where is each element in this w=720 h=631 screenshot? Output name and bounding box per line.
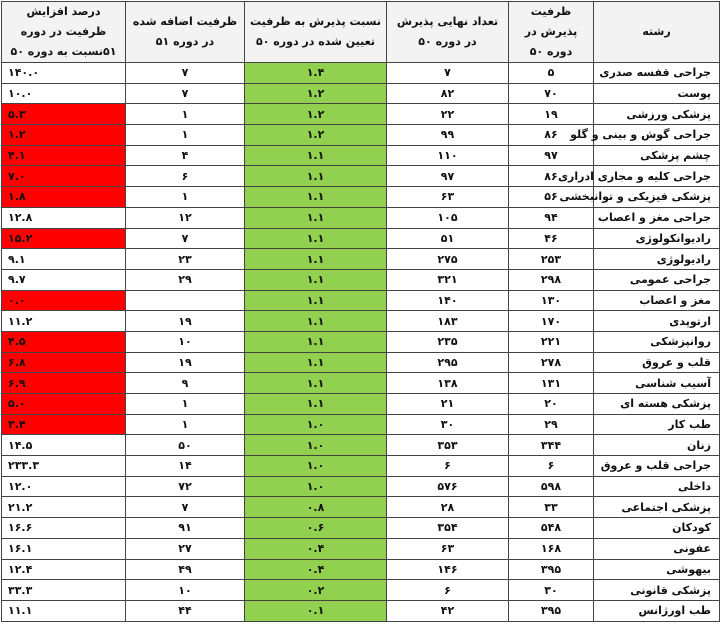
cell-admission-ratio: ۱.۱ — [245, 166, 387, 187]
cell-added-capacity-51: ۹۱ — [126, 518, 245, 539]
cell-final-admission-50: ۱۴۰ — [387, 290, 509, 311]
cell-increase-percent: ۱۱.۲ — [2, 311, 126, 332]
cell-increase-percent: ۴.۱ — [2, 145, 126, 166]
cell-capacity-50: ۶ — [509, 456, 594, 477]
cell-increase-percent: ۱.۸ — [2, 187, 126, 208]
cell-capacity-50: ۴۶ — [509, 228, 594, 249]
cell-admission-ratio: ۱.۱ — [245, 331, 387, 352]
cell-added-capacity-51: ۷ — [126, 228, 245, 249]
cell-added-capacity-51: ۴۴ — [126, 600, 245, 621]
cell-capacity-50: ۸۶ — [509, 166, 594, 187]
cell-admission-ratio: ۰.۶ — [245, 518, 387, 539]
cell-increase-percent: ۹.۱ — [2, 249, 126, 270]
header-admission-ratio-50: نسبت پذیرش به ظرفیت تعیین شده در دوره ۵۰ — [245, 2, 387, 63]
cell-capacity-50: ۲۷۸ — [509, 352, 594, 373]
table-row — [2, 249, 720, 270]
cell-field-name: پزشکی فیزیکی و توانبخشی — [594, 187, 720, 208]
cell-increase-percent: ۵.۰ — [2, 394, 126, 415]
cell-field-name: جراحی کلیه و مجاری ادراری — [594, 166, 720, 187]
cell-added-capacity-51: ۱۰ — [126, 331, 245, 352]
cell-increase-percent: ۱۴.۵ — [2, 435, 126, 456]
cell-final-admission-50: ۹۷ — [387, 166, 509, 187]
cell-admission-ratio: ۱.۲ — [245, 125, 387, 146]
cell-admission-ratio: ۱.۱ — [245, 269, 387, 290]
cell-admission-ratio: ۱.۱ — [245, 145, 387, 166]
cell-capacity-50: ۳۹۵ — [509, 600, 594, 621]
cell-added-capacity-51: ۱۲ — [126, 207, 245, 228]
cell-increase-percent: ۱۱.۱ — [2, 600, 126, 621]
cell-increase-percent: ۶.۹ — [2, 373, 126, 394]
cell-final-admission-50: ۳۵۳ — [387, 435, 509, 456]
table-row — [2, 331, 720, 352]
cell-field-name: جراحی مغز و اعصاب — [594, 207, 720, 228]
cell-admission-ratio: ۱.۱ — [245, 373, 387, 394]
cell-capacity-50: ۳۹۵ — [509, 559, 594, 580]
cell-added-capacity-51 — [126, 290, 245, 311]
table-row — [2, 207, 720, 228]
cell-capacity-50: ۱۹ — [509, 104, 594, 125]
cell-increase-percent: ۲۱.۲ — [2, 497, 126, 518]
cell-admission-ratio: ۱.۰ — [245, 435, 387, 456]
cell-capacity-50: ۳۰ — [509, 580, 594, 601]
cell-capacity-50: ۱۳۰ — [509, 290, 594, 311]
cell-capacity-50: ۲۹ — [509, 414, 594, 435]
cell-added-capacity-51: ۹ — [126, 373, 245, 394]
header-final-admission-50: تعداد نهایی پذیرش در دوره ۵۰ — [387, 2, 509, 63]
cell-capacity-50: ۱۶۸ — [509, 538, 594, 559]
cell-field-name: پزشکی هسته ای — [594, 394, 720, 415]
cell-added-capacity-51: ۱۰ — [126, 580, 245, 601]
table-row — [2, 538, 720, 559]
cell-increase-percent: ۲۳۳.۳ — [2, 456, 126, 477]
cell-admission-ratio: ۱.۰ — [245, 476, 387, 497]
cell-added-capacity-51: ۲۷ — [126, 538, 245, 559]
cell-capacity-50: ۵۹۸ — [509, 476, 594, 497]
cell-added-capacity-51: ۴۹ — [126, 559, 245, 580]
table-row — [2, 290, 720, 311]
table-row — [2, 187, 720, 208]
cell-field-name: طب کار — [594, 414, 720, 435]
cell-added-capacity-51: ۷ — [126, 497, 245, 518]
cell-capacity-50: ۷۰ — [509, 83, 594, 104]
cell-admission-ratio: ۰.۱ — [245, 600, 387, 621]
cell-increase-percent: ۱۶.۶ — [2, 518, 126, 539]
table-row — [2, 269, 720, 290]
cell-increase-percent: ۳۳.۳ — [2, 580, 126, 601]
header-row — [2, 2, 720, 63]
cell-increase-percent: ۱۲.۰ — [2, 476, 126, 497]
cell-capacity-50: ۳۳ — [509, 497, 594, 518]
table-row — [2, 414, 720, 435]
table-row — [2, 352, 720, 373]
table-row — [2, 476, 720, 497]
cell-final-admission-50: ۲۳۵ — [387, 331, 509, 352]
cell-capacity-50: ۲۹۸ — [509, 269, 594, 290]
cell-added-capacity-51: ۱ — [126, 187, 245, 208]
table-row — [2, 166, 720, 187]
table-row — [2, 497, 720, 518]
cell-admission-ratio: ۱.۲ — [245, 104, 387, 125]
table-row — [2, 518, 720, 539]
cell-added-capacity-51: ۱۴ — [126, 456, 245, 477]
cell-final-admission-50: ۶ — [387, 580, 509, 601]
cell-field-name: پزشکی قانونی — [594, 580, 720, 601]
cell-added-capacity-51: ۱۹ — [126, 311, 245, 332]
cell-capacity-50: ۵۴۸ — [509, 518, 594, 539]
cell-field-name: پوست — [594, 83, 720, 104]
cell-added-capacity-51: ۱۹ — [126, 352, 245, 373]
cell-final-admission-50: ۶۳ — [387, 187, 509, 208]
cell-increase-percent: ۱.۲ — [2, 125, 126, 146]
table-row — [2, 373, 720, 394]
cell-increase-percent: ۵.۳ — [2, 104, 126, 125]
cell-admission-ratio: ۱.۱ — [245, 290, 387, 311]
cell-final-admission-50: ۱۰۵ — [387, 207, 509, 228]
cell-field-name: جراحی گوش و بینی و گلو — [594, 125, 720, 146]
cell-final-admission-50: ۸۲ — [387, 83, 509, 104]
cell-admission-ratio: ۰.۴ — [245, 559, 387, 580]
cell-capacity-50: ۱۳۱ — [509, 373, 594, 394]
header-capacity-50: ظرفیت پذیرش در دوره ۵۰ — [509, 2, 594, 63]
cell-admission-ratio: ۰.۲ — [245, 580, 387, 601]
cell-field-name: رادیولوژی — [594, 249, 720, 270]
cell-added-capacity-51: ۲۹ — [126, 269, 245, 290]
cell-increase-percent: ۱۰.۰ — [2, 83, 126, 104]
cell-increase-percent: ۱۲.۸ — [2, 207, 126, 228]
cell-admission-ratio: ۱.۱ — [245, 187, 387, 208]
cell-field-name: آسیب شناسی — [594, 373, 720, 394]
cell-capacity-50: ۵ — [509, 63, 594, 84]
cell-increase-percent: ۶.۸ — [2, 352, 126, 373]
cell-final-admission-50: ۲۷۵ — [387, 249, 509, 270]
cell-admission-ratio: ۱.۱ — [245, 249, 387, 270]
cell-field-name: مغز و اعصاب — [594, 290, 720, 311]
cell-field-name: رادیوانکولوژی — [594, 228, 720, 249]
table-row — [2, 63, 720, 84]
cell-capacity-50: ۸۶ — [509, 125, 594, 146]
cell-increase-percent: ۴.۵ — [2, 331, 126, 352]
header-increase-percent-51: درصد افزایش ظرفیت در دوره ۵۱نسبت به دوره ۵۰ — [2, 2, 126, 63]
cell-added-capacity-51: ۵۰ — [126, 435, 245, 456]
cell-field-name: کودکان — [594, 518, 720, 539]
cell-capacity-50: ۱۷۰ — [509, 311, 594, 332]
table-row — [2, 456, 720, 477]
table-row — [2, 125, 720, 146]
cell-field-name: جراحی عمومی — [594, 269, 720, 290]
cell-field-name: داخلی — [594, 476, 720, 497]
cell-final-admission-50: ۱۴۶ — [387, 559, 509, 580]
cell-final-admission-50: ۳۵۴ — [387, 518, 509, 539]
cell-admission-ratio: ۱.۱ — [245, 394, 387, 415]
cell-field-name: بیهوشی — [594, 559, 720, 580]
table-row — [2, 228, 720, 249]
cell-added-capacity-51: ۴ — [126, 145, 245, 166]
cell-admission-ratio: ۱.۰ — [245, 414, 387, 435]
cell-capacity-50: ۳۴۴ — [509, 435, 594, 456]
cell-added-capacity-51: ۱ — [126, 125, 245, 146]
cell-added-capacity-51: ۷ — [126, 83, 245, 104]
cell-final-admission-50: ۱۳۸ — [387, 373, 509, 394]
table-body — [2, 63, 720, 622]
cell-added-capacity-51: ۷ — [126, 63, 245, 84]
cell-field-name: قلب و عروق — [594, 352, 720, 373]
cell-final-admission-50: ۷ — [387, 63, 509, 84]
cell-added-capacity-51: ۲۳ — [126, 249, 245, 270]
header-field: رشته — [594, 2, 720, 63]
cell-field-name: پزشکی ورزشی — [594, 104, 720, 125]
cell-admission-ratio: ۱.۱ — [245, 311, 387, 332]
cell-final-admission-50: ۲۱ — [387, 394, 509, 415]
header-added-capacity-51: ظرفیت اضافه شده در دوره ۵۱ — [126, 2, 245, 63]
table-row — [2, 145, 720, 166]
cell-field-name: طب اورژانس — [594, 600, 720, 621]
cell-increase-percent: ۱۲.۴ — [2, 559, 126, 580]
cell-increase-percent: ۳.۴ — [2, 414, 126, 435]
cell-field-name: زنان — [594, 435, 720, 456]
table-row — [2, 394, 720, 415]
cell-admission-ratio: ۱.۱ — [245, 228, 387, 249]
cell-final-admission-50: ۶ — [387, 456, 509, 477]
cell-final-admission-50: ۲۸ — [387, 497, 509, 518]
cell-admission-ratio: ۱.۰ — [245, 456, 387, 477]
table-row — [2, 83, 720, 104]
cell-added-capacity-51: ۷۲ — [126, 476, 245, 497]
cell-increase-percent: ۰.۰ — [2, 290, 126, 311]
table-row — [2, 104, 720, 125]
cell-increase-percent: ۹.۷ — [2, 269, 126, 290]
cell-admission-ratio: ۰.۸ — [245, 497, 387, 518]
cell-added-capacity-51: ۱ — [126, 394, 245, 415]
cell-field-name: عفونی — [594, 538, 720, 559]
cell-final-admission-50: ۹۹ — [387, 125, 509, 146]
cell-admission-ratio: ۱.۱ — [245, 352, 387, 373]
table-row — [2, 600, 720, 621]
residency-capacity-table — [1, 1, 720, 622]
cell-final-admission-50: ۳۲۱ — [387, 269, 509, 290]
cell-capacity-50: ۹۴ — [509, 207, 594, 228]
cell-admission-ratio: ۱.۱ — [245, 207, 387, 228]
cell-field-name: چشم پزشکی — [594, 145, 720, 166]
cell-added-capacity-51: ۱ — [126, 414, 245, 435]
cell-final-admission-50: ۱۱۰ — [387, 145, 509, 166]
cell-field-name: پزشکی اجتماعی — [594, 497, 720, 518]
cell-admission-ratio: ۰.۴ — [245, 538, 387, 559]
cell-increase-percent: ۷.۰ — [2, 166, 126, 187]
cell-capacity-50: ۹۷ — [509, 145, 594, 166]
table-row — [2, 311, 720, 332]
cell-capacity-50: ۵۶ — [509, 187, 594, 208]
cell-final-admission-50: ۵۷۶ — [387, 476, 509, 497]
cell-added-capacity-51: ۱ — [126, 104, 245, 125]
cell-field-name: ارتوپدی — [594, 311, 720, 332]
cell-final-admission-50: ۱۸۳ — [387, 311, 509, 332]
cell-final-admission-50: ۲۲ — [387, 104, 509, 125]
cell-field-name: روانپزشکی — [594, 331, 720, 352]
cell-final-admission-50: ۳۰ — [387, 414, 509, 435]
cell-increase-percent: ۱۴۰.۰ — [2, 63, 126, 84]
cell-final-admission-50: ۶۳ — [387, 538, 509, 559]
cell-increase-percent: ۱۶.۱ — [2, 538, 126, 559]
cell-capacity-50: ۲۲۱ — [509, 331, 594, 352]
table-row — [2, 559, 720, 580]
cell-added-capacity-51: ۶ — [126, 166, 245, 187]
cell-increase-percent: ۱۵.۲ — [2, 228, 126, 249]
cell-field-name: جراحی قلب و عروق — [594, 456, 720, 477]
table-row — [2, 435, 720, 456]
cell-field-name: جراحی قفسه صدری — [594, 63, 720, 84]
cell-final-admission-50: ۲۹۵ — [387, 352, 509, 373]
cell-capacity-50: ۲۰ — [509, 394, 594, 415]
cell-admission-ratio: ۱.۴ — [245, 63, 387, 84]
cell-final-admission-50: ۴۲ — [387, 600, 509, 621]
cell-final-admission-50: ۵۱ — [387, 228, 509, 249]
table-row — [2, 580, 720, 601]
cell-capacity-50: ۲۵۳ — [509, 249, 594, 270]
cell-admission-ratio: ۱.۲ — [245, 83, 387, 104]
